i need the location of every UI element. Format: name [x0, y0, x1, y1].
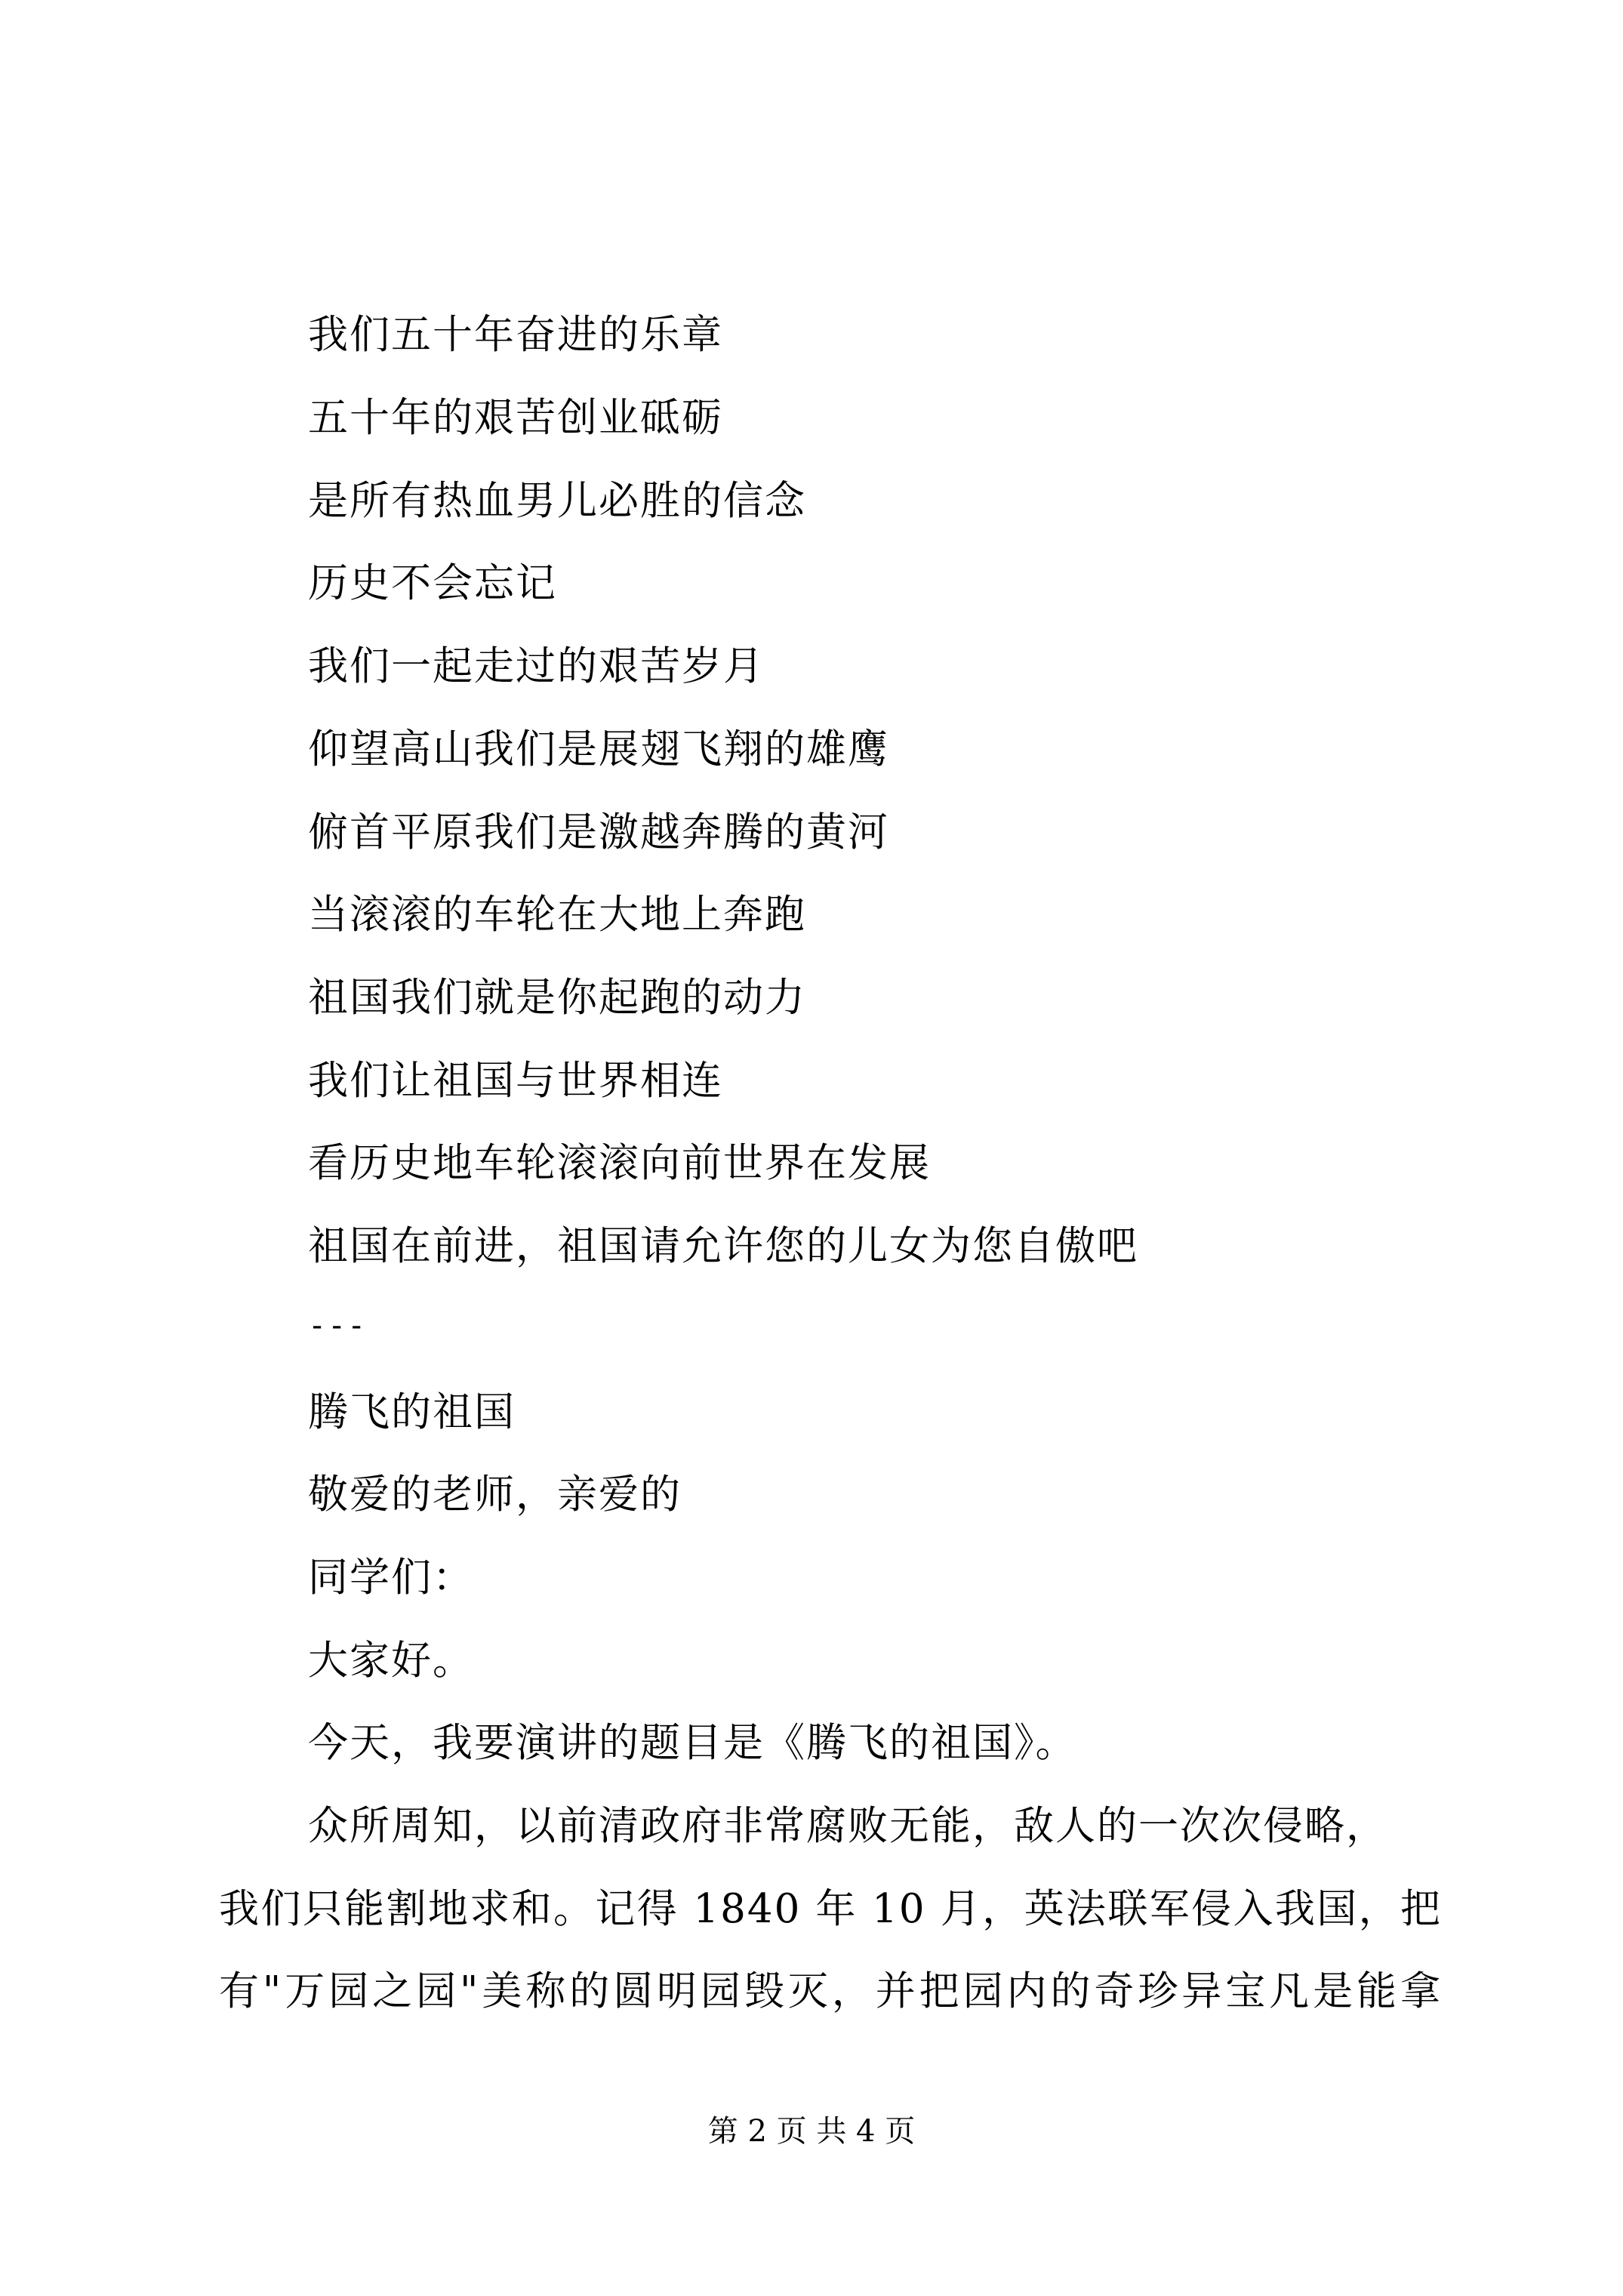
poem-line: 我们一起走过的艰苦岁月	[308, 643, 765, 689]
paragraph-line: 有"万园之园"美称的圆明园毁灭，并把园内的奇珍异宝凡是能拿	[219, 1968, 1442, 2014]
poem-line: 俯首平原我们是激越奔腾的黄河	[308, 809, 889, 855]
poem-line: 仰望高山我们是展翅飞翔的雄鹰	[308, 726, 889, 772]
poem-line: 祖国在前进，祖国请允许您的儿女为您自傲吧	[308, 1223, 1138, 1269]
section-separator: ---	[308, 1308, 368, 1343]
speech-title: 腾飞的祖国	[308, 1389, 516, 1435]
page-footer: 第 2 页 共 4 页	[707, 2114, 916, 2149]
intro-line: 今天，我要演讲的题目是《腾飞的祖国》。	[308, 1720, 1077, 1766]
poem-line: 当滚滚的车轮在大地上奔跑	[308, 892, 806, 938]
poem-line: 五十年的艰苦创业砥砺	[308, 395, 723, 441]
poem-line: 是所有热血男儿必胜的信念	[308, 478, 806, 524]
poem-line: 我们让祖国与世界相连	[308, 1058, 723, 1104]
poem-line: 看历史地车轮滚滚向前世界在发展	[308, 1140, 931, 1186]
poem-line: 祖国我们就是你起跑的动力	[308, 975, 806, 1021]
greeting-line: 大家好。	[308, 1638, 474, 1684]
poem-line: 历史不会忘记	[308, 560, 557, 606]
paragraph-line: 众所周知，以前清政府非常腐败无能，敌人的一次次侵略，	[308, 1803, 1387, 1849]
paragraph-line: 我们只能割地求和。记得 1840 年 10 月，英法联军侵入我国，把	[219, 1886, 1442, 1932]
poem-line: 我们五十年奋进的乐章	[308, 312, 723, 358]
salutation-line: 敬爱的老师，亲爱的	[308, 1472, 682, 1518]
salutation-line: 同学们：	[308, 1555, 474, 1601]
